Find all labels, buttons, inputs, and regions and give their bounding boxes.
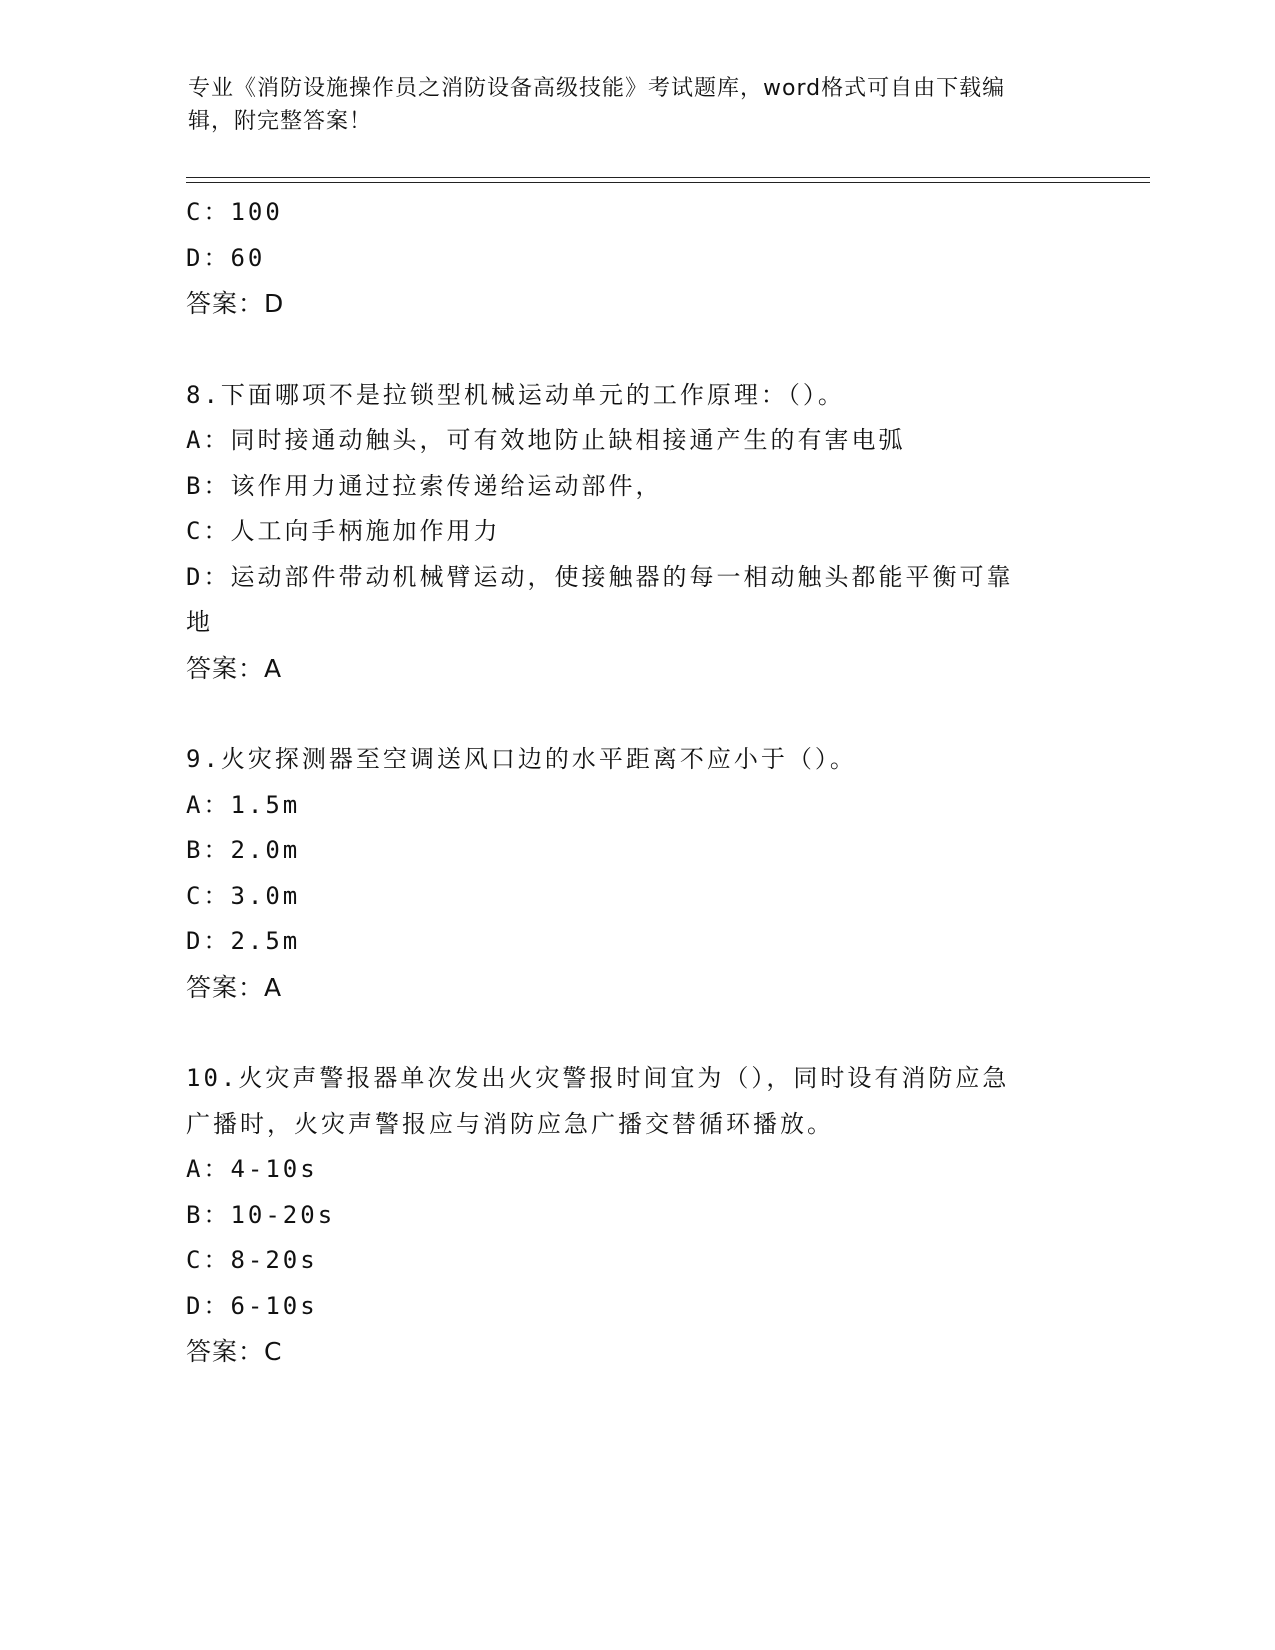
question-stem-line-2: 广播时，火灾声警报应与消防应急广播交替循环播放。 [186,1109,834,1138]
question-block-prev [186,190,1086,327]
spacer [186,691,1086,737]
option-b: B：2.0m [186,836,301,864]
question-stem-line-1: 10.火灾声警报器单次发出火灾警报时间宜为（），同时设有消防应急 [186,1064,1010,1092]
option-a: A：1.5m [186,790,301,819]
answer-label: 答案：A [186,972,283,1002]
header-divider-top [186,177,1150,178]
option-a: A：4-10s [186,1155,318,1183]
answer-label: 答案：A [186,653,283,683]
question-block-10 [186,1056,1086,1375]
option-c: C：8-20s [186,1246,318,1274]
question-stem: 9.火灾探测器至空调送风口边的水平距离不应小于（）。 [186,745,857,773]
option-b: B：10-20s [186,1200,336,1229]
answer-label: 答案：C [186,1337,283,1366]
question-block-9 [186,737,1086,1010]
question-stem: 8.下面哪项不是拉锁型机械运动单元的工作原理：（）。 [186,380,845,409]
option-a: A：同时接通动触头，可有效地防止缺相接通产生的有害电弧 [186,426,906,454]
document-header [188,72,1068,138]
question-block-8 [186,373,1086,692]
option-d-continuation: 地 [186,608,213,636]
option-c: C：人工向手柄施加作用力 [186,517,501,545]
option-d: D：60 [186,243,266,272]
spacer [186,1010,1086,1056]
option-d: D：运动部件带动机械臂运动，使接触器的每一相动触头都能平衡可靠 [186,562,1014,591]
header-line-1: 专业《消防设施操作员之消防设备高级技能》考试题库，word格式可自由下载编 [188,76,1006,101]
option-d: D：6-10s [186,1291,318,1320]
question-list [186,190,1086,1375]
option-b: B：该作用力通过拉索传递给运动部件， [186,471,663,500]
option-c: C：100 [186,198,283,226]
option-c: C：3.0m [186,881,301,910]
header-line-2: 辑，附完整答案！ [188,109,373,134]
spacer [186,327,1086,373]
option-d: D：2.5m [186,927,301,955]
header-divider-bottom [186,182,1150,183]
answer-label: 答案：D [186,289,285,318]
